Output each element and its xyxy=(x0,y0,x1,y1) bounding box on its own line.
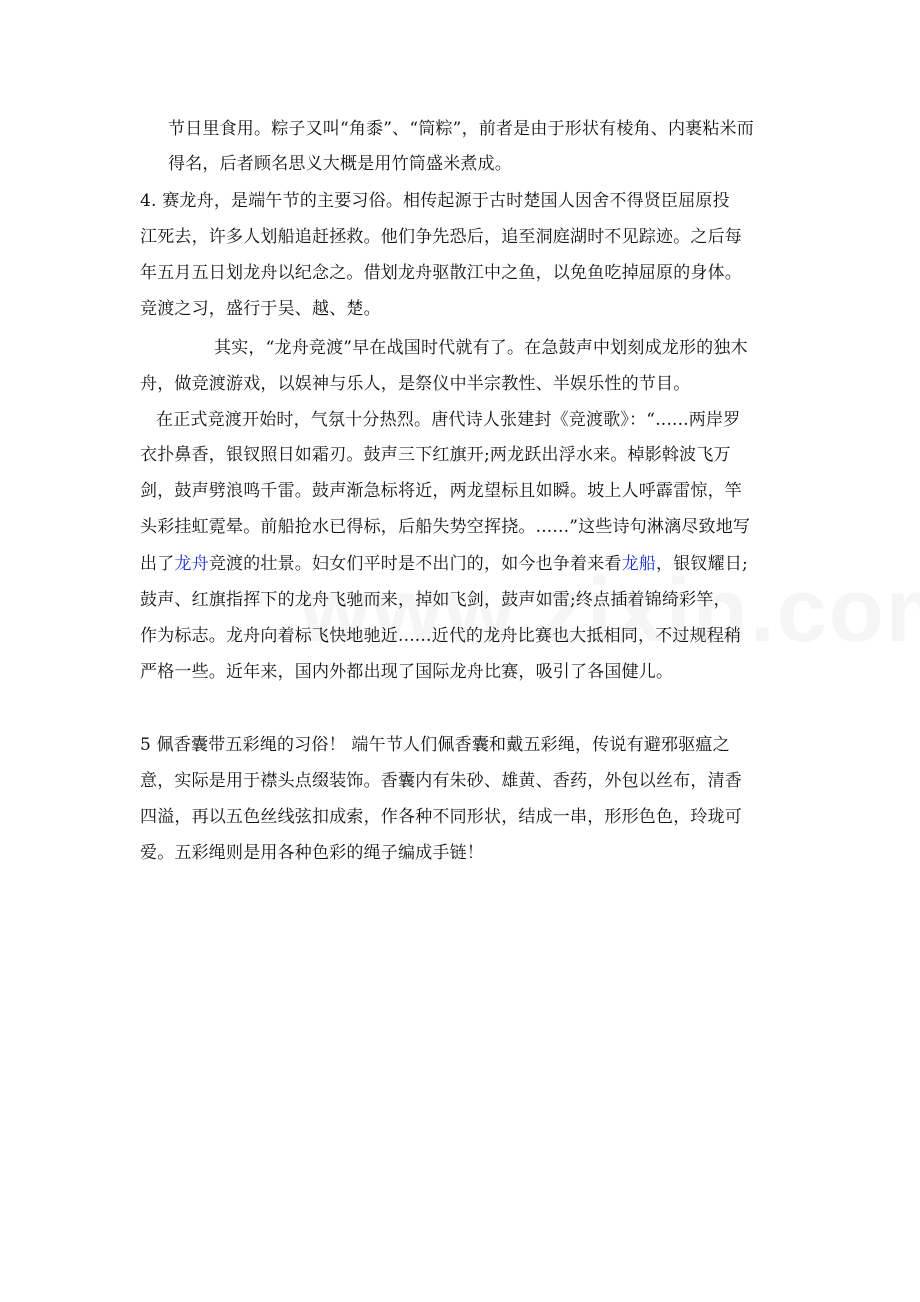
text-span: 竞渡的壮景。妇女们平时是不出门的，如今也争着来看 xyxy=(208,554,622,574)
paragraph-line: 头彩挂虹霓晕。前船抢水已得标，后船失势空挥挠。......”这些诗句淋漓尽致地写 xyxy=(140,517,751,537)
paragraph-line: 鼓声、红旗指挥下的龙舟飞驰而来，掉如飞剑，鼓声如雷;终点插着锦绮彩竿， xyxy=(140,590,731,610)
paragraph-line: 舟，做竞渡游戏，以娱神与乐人，是祭仪中半宗教性、半娱乐性的节目。 xyxy=(140,374,691,394)
paragraph-line: 剑，鼓声劈浪鸣千雷。鼓声渐急标将近，两龙望标且如瞬。坡上人呼霹雷惊，竿 xyxy=(140,481,742,501)
paragraph-line: 衣扑鼻香，银钗照日如霜刃。鼓声三下红旗开;两龙跃出浮水来。棹影斡波飞万 xyxy=(140,445,731,465)
watermark xyxy=(300,560,920,663)
paragraph-line: 其实，“龙舟竞渡”早在战国时代就有了。在急鼓声中划刻成龙形的独木 xyxy=(214,338,748,358)
paragraph-line: 四溢，再以五色丝线弦扣成索，作各种不同形状，结成一串，形形色色，玲珑可 xyxy=(140,807,742,827)
paragraph-line: 作为标志。龙舟向着标飞快地驰近......近代的龙舟比赛也大抵相同，不过规程稍 xyxy=(140,626,742,646)
paragraph-line: 爱。五彩绳则是用各种色彩的绳子编成手链！ xyxy=(140,843,484,863)
paragraph-line: 5 佩香囊带五彩绳的习俗！ 端午节人们佩香囊和戴五彩绳，传说有避邪驱瘟之 xyxy=(140,735,730,755)
text-span: 出了 xyxy=(140,554,175,574)
paragraph-line: 江死去，许多人划船追赶拯救。他们争先恐后，追至洞庭湖时不见踪迹。之后每 xyxy=(140,227,742,247)
link-longchuan[interactable]: 龙船 xyxy=(621,554,657,574)
text-span: ，银钗耀日; xyxy=(656,554,748,574)
paragraph-line: 严格一些。近年来，国内外都出现了国际龙舟比赛，吸引了各国健儿。 xyxy=(140,662,674,682)
paragraph-line: 得名，后者顾名思义大概是用竹筒盛米煮成。 xyxy=(168,154,512,174)
link-longzhou[interactable]: 龙舟 xyxy=(174,554,209,574)
paragraph-line: 节日里食用。粽子又叫“角黍”、“筒粽”，前者是由于形状有棱角、内裹粘米而 xyxy=(168,119,754,139)
paragraph-line: 年五月五日划龙舟以纪念之。借划龙舟驱散江中之鱼，以免鱼吃掉屈原的身体。 xyxy=(140,263,742,283)
paragraph-line: 意，实际是用于襟头点缀装饰。香囊内有朱砂、雄黄、香药，外包以丝布，清香 xyxy=(140,771,742,791)
paragraph-line: 在正式竞渡开始时，气氛十分热烈。唐代诗人张建封《竞渡歌》：“......两岸罗 xyxy=(156,410,741,430)
paragraph-line: 竞渡之习，盛行于吴、越、楚。 xyxy=(140,299,381,319)
paragraph-line: 4. 赛龙舟，是端午节的主要习俗。相传起源于古时楚国人因舍不得贤臣屈原投 xyxy=(140,191,730,211)
paragraph-line xyxy=(140,553,748,575)
